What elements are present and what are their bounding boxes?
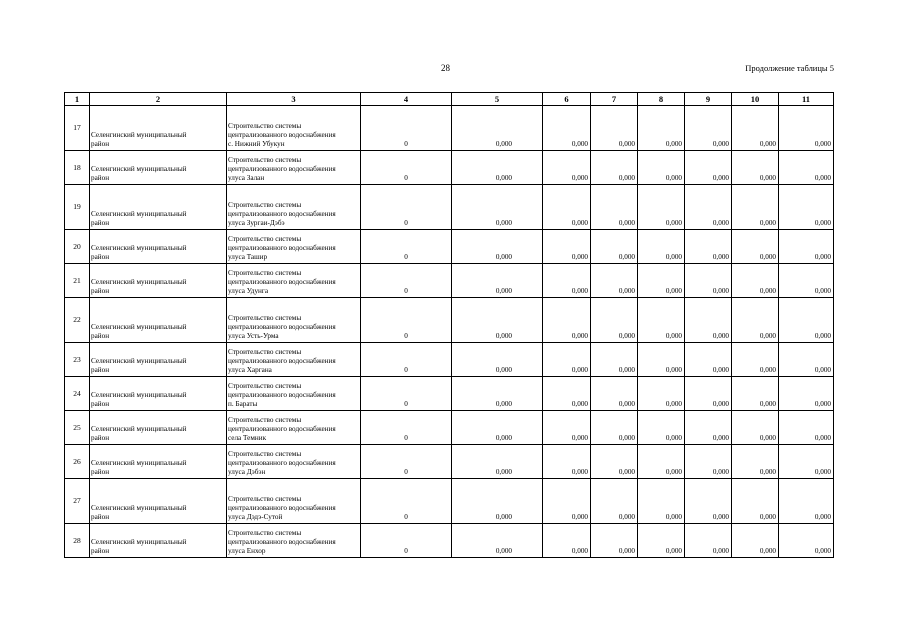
district-line: Селенгинский муниципальный [91, 538, 187, 546]
value-cell-col-11: 0,000 [779, 479, 834, 524]
description-line: централизованного водоснабжения [228, 131, 336, 139]
value-cell-col-10: 0,000 [732, 230, 779, 264]
district-line: район [91, 140, 110, 148]
description-cell [227, 479, 361, 524]
description-line: централизованного водоснабжения [228, 244, 336, 252]
description-line: улуса Удунга [228, 287, 269, 295]
column-header-4: 4 [361, 93, 452, 106]
district-cell [90, 524, 227, 558]
value-cell-col-8: 0,000 [638, 264, 685, 298]
column-header-6: 6 [543, 93, 591, 106]
value-cell-col-4: 0 [361, 230, 452, 264]
district-line: район [91, 174, 110, 182]
value-cell-col-5: 0,000 [452, 264, 543, 298]
description-cell [227, 411, 361, 445]
district-line: район [91, 513, 110, 521]
column-header-3: 3 [227, 93, 361, 106]
description-line: централизованного водоснабжения [228, 165, 336, 173]
value-cell-col-11: 0,000 [779, 230, 834, 264]
description-line: Строительство системы [228, 201, 302, 209]
district-line: Селенгинский муниципальный [91, 323, 187, 331]
value-cell-col-6: 0,000 [543, 230, 591, 264]
value-cell-col-5: 0,000 [452, 151, 543, 185]
column-header-2: 2 [90, 93, 227, 106]
description-line: централизованного водоснабжения [228, 504, 336, 512]
district-line: район [91, 219, 110, 227]
description-cell [227, 377, 361, 411]
column-header-5: 5 [452, 93, 543, 106]
value-cell-col-8: 0,000 [638, 151, 685, 185]
value-cell-col-9: 0,000 [685, 298, 732, 343]
district-line: район [91, 547, 110, 555]
value-cell-col-9: 0,000 [685, 264, 732, 298]
column-header-8: 8 [638, 93, 685, 106]
description-cell [227, 106, 361, 151]
description-line: Строительство системы [228, 122, 302, 130]
description-line: Строительство системы [228, 416, 302, 424]
value-cell-col-9: 0,000 [685, 411, 732, 445]
column-header-9: 9 [685, 93, 732, 106]
district-cell [90, 298, 227, 343]
district-line: Селенгинский муниципальный [91, 131, 187, 139]
table-row [65, 343, 834, 377]
description-line: улуса Усть-Урма [228, 332, 279, 340]
value-cell-col-9: 0,000 [685, 479, 732, 524]
value-cell-col-10: 0,000 [732, 524, 779, 558]
value-cell-col-4: 0 [361, 185, 452, 230]
district-cell [90, 151, 227, 185]
value-cell-col-10: 0,000 [732, 106, 779, 151]
district-cell [90, 445, 227, 479]
value-cell-col-4: 0 [361, 377, 452, 411]
district-cell [90, 411, 227, 445]
district-line: Селенгинский муниципальный [91, 244, 187, 252]
table-row [65, 377, 834, 411]
district-line: район [91, 253, 110, 261]
value-cell-col-11: 0,000 [779, 151, 834, 185]
district-line: Селенгинский муниципальный [91, 210, 187, 218]
value-cell-col-5: 0,000 [452, 377, 543, 411]
district-line: район [91, 468, 110, 476]
table-row [65, 524, 834, 558]
table-row [65, 106, 834, 151]
continuation-label: Продолжение таблицы 5 [745, 63, 834, 73]
district-cell [90, 230, 227, 264]
district-cell [90, 479, 227, 524]
value-cell-col-5: 0,000 [452, 479, 543, 524]
value-cell-col-11: 0,000 [779, 298, 834, 343]
value-cell-col-7: 0,000 [591, 106, 638, 151]
header-row [65, 93, 834, 106]
value-cell-col-8: 0,000 [638, 230, 685, 264]
value-cell-col-7: 0,000 [591, 230, 638, 264]
description-line: централизованного водоснабжения [228, 357, 336, 365]
value-cell-col-4: 0 [361, 343, 452, 377]
value-cell-col-7: 0,000 [591, 264, 638, 298]
value-cell-col-6: 0,000 [543, 185, 591, 230]
table-row [65, 230, 834, 264]
value-cell-col-5: 0,000 [452, 106, 543, 151]
description-line: Строительство системы [228, 269, 302, 277]
value-cell-col-6: 0,000 [543, 479, 591, 524]
value-cell-col-8: 0,000 [638, 479, 685, 524]
value-cell-col-5: 0,000 [452, 445, 543, 479]
value-cell-col-6: 0,000 [543, 445, 591, 479]
value-cell-col-10: 0,000 [732, 185, 779, 230]
value-cell-col-9: 0,000 [685, 343, 732, 377]
description-line: Строительство системы [228, 529, 302, 537]
value-cell-col-11: 0,000 [779, 445, 834, 479]
value-cell-col-7: 0,000 [591, 151, 638, 185]
row-number: 26 [65, 445, 90, 479]
district-line: район [91, 332, 110, 340]
value-cell-col-10: 0,000 [732, 343, 779, 377]
value-cell-col-7: 0,000 [591, 343, 638, 377]
description-cell [227, 524, 361, 558]
data-table [64, 92, 834, 558]
value-cell-col-4: 0 [361, 411, 452, 445]
district-line: Селенгинский муниципальный [91, 391, 187, 399]
description-line: Строительство системы [228, 348, 302, 356]
value-cell-col-11: 0,000 [779, 411, 834, 445]
value-cell-col-6: 0,000 [543, 264, 591, 298]
value-cell-col-6: 0,000 [543, 151, 591, 185]
value-cell-col-8: 0,000 [638, 185, 685, 230]
value-cell-col-10: 0,000 [732, 151, 779, 185]
value-cell-col-10: 0,000 [732, 298, 779, 343]
value-cell-col-6: 0,000 [543, 411, 591, 445]
description-line: улуса Ташир [228, 253, 268, 261]
description-line: централизованного водоснабжения [228, 391, 336, 399]
district-line: район [91, 287, 110, 295]
value-cell-col-11: 0,000 [779, 185, 834, 230]
row-number: 27 [65, 479, 90, 524]
row-number: 23 [65, 343, 90, 377]
value-cell-col-7: 0,000 [591, 411, 638, 445]
row-number: 19 [65, 185, 90, 230]
description-line: улуса Дэбэн [228, 468, 266, 476]
table-row [65, 479, 834, 524]
description-line: централизованного водоснабжения [228, 323, 336, 331]
table-body [65, 106, 834, 558]
value-cell-col-8: 0,000 [638, 377, 685, 411]
row-number: 25 [65, 411, 90, 445]
value-cell-col-5: 0,000 [452, 298, 543, 343]
value-cell-col-5: 0,000 [452, 230, 543, 264]
description-line: централизованного водоснабжения [228, 425, 336, 433]
description-cell [227, 151, 361, 185]
value-cell-col-10: 0,000 [732, 445, 779, 479]
value-cell-col-8: 0,000 [638, 445, 685, 479]
value-cell-col-6: 0,000 [543, 106, 591, 151]
value-cell-col-8: 0,000 [638, 106, 685, 151]
description-cell [227, 185, 361, 230]
row-number: 17 [65, 106, 90, 151]
district-cell [90, 185, 227, 230]
description-cell [227, 445, 361, 479]
value-cell-col-7: 0,000 [591, 445, 638, 479]
table-row [65, 445, 834, 479]
value-cell-col-5: 0,000 [452, 524, 543, 558]
value-cell-col-4: 0 [361, 106, 452, 151]
description-line: централизованного водоснабжения [228, 459, 336, 467]
description-line: централизованного водоснабжения [228, 278, 336, 286]
value-cell-col-11: 0,000 [779, 343, 834, 377]
value-cell-col-8: 0,000 [638, 298, 685, 343]
description-line: п. Бараты [228, 400, 258, 408]
row-number: 20 [65, 230, 90, 264]
value-cell-col-4: 0 [361, 264, 452, 298]
description-line: Строительство системы [228, 235, 302, 243]
description-cell [227, 264, 361, 298]
value-cell-col-11: 0,000 [779, 524, 834, 558]
value-cell-col-10: 0,000 [732, 479, 779, 524]
value-cell-col-10: 0,000 [732, 377, 779, 411]
value-cell-col-9: 0,000 [685, 230, 732, 264]
value-cell-col-7: 0,000 [591, 298, 638, 343]
value-cell-col-7: 0,000 [591, 479, 638, 524]
description-line: улуса Харгана [228, 366, 272, 374]
description-line: улуса Залан [228, 174, 265, 182]
value-cell-col-9: 0,000 [685, 524, 732, 558]
description-cell [227, 343, 361, 377]
value-cell-col-8: 0,000 [638, 524, 685, 558]
column-header-10: 10 [732, 93, 779, 106]
value-cell-col-9: 0,000 [685, 445, 732, 479]
column-header-1: 1 [65, 93, 90, 106]
table-row [65, 185, 834, 230]
row-number: 22 [65, 298, 90, 343]
district-line: район [91, 366, 110, 374]
description-cell [227, 298, 361, 343]
district-line: Селенгинский муниципальный [91, 357, 187, 365]
table-row [65, 411, 834, 445]
district-line: Селенгинский муниципальный [91, 278, 187, 286]
value-cell-col-10: 0,000 [732, 264, 779, 298]
column-header-11: 11 [779, 93, 834, 106]
value-cell-col-6: 0,000 [543, 298, 591, 343]
district-cell [90, 343, 227, 377]
district-line: Селенгинский муниципальный [91, 459, 187, 467]
description-line: централизованного водоснабжения [228, 210, 336, 218]
value-cell-col-6: 0,000 [543, 377, 591, 411]
value-cell-col-6: 0,000 [543, 343, 591, 377]
value-cell-col-6: 0,000 [543, 524, 591, 558]
value-cell-col-8: 0,000 [638, 411, 685, 445]
page-number: 28 [441, 63, 450, 73]
description-line: улуса Енхор [228, 547, 266, 555]
description-line: села Темник [228, 434, 267, 442]
row-number: 28 [65, 524, 90, 558]
district-line: Селенгинский муниципальный [91, 425, 187, 433]
description-cell [227, 230, 361, 264]
value-cell-col-11: 0,000 [779, 264, 834, 298]
description-line: Строительство системы [228, 382, 302, 390]
value-cell-col-4: 0 [361, 151, 452, 185]
district-line: Селенгинский муниципальный [91, 504, 187, 512]
description-line: централизованного водоснабжения [228, 538, 336, 546]
column-header-7: 7 [591, 93, 638, 106]
district-line: Селенгинский муниципальный [91, 165, 187, 173]
value-cell-col-9: 0,000 [685, 377, 732, 411]
description-line: Строительство системы [228, 450, 302, 458]
value-cell-col-5: 0,000 [452, 185, 543, 230]
value-cell-col-9: 0,000 [685, 106, 732, 151]
district-line: район [91, 400, 110, 408]
value-cell-col-11: 0,000 [779, 106, 834, 151]
value-cell-col-8: 0,000 [638, 343, 685, 377]
value-cell-col-11: 0,000 [779, 377, 834, 411]
description-line: Строительство системы [228, 156, 302, 164]
value-cell-col-4: 0 [361, 479, 452, 524]
description-line: Строительство системы [228, 495, 302, 503]
value-cell-col-9: 0,000 [685, 185, 732, 230]
table-row [65, 264, 834, 298]
district-cell [90, 377, 227, 411]
value-cell-col-9: 0,000 [685, 151, 732, 185]
description-line: с. Нижний Убукун [228, 140, 285, 148]
value-cell-col-7: 0,000 [591, 185, 638, 230]
value-cell-col-5: 0,000 [452, 411, 543, 445]
district-cell [90, 106, 227, 151]
value-cell-col-7: 0,000 [591, 377, 638, 411]
row-number: 24 [65, 377, 90, 411]
value-cell-col-4: 0 [361, 445, 452, 479]
value-cell-col-4: 0 [361, 298, 452, 343]
value-cell-col-4: 0 [361, 524, 452, 558]
district-line: район [91, 434, 110, 442]
description-line: улуса Дэдэ-Сутой [228, 513, 283, 521]
table-row [65, 298, 834, 343]
value-cell-col-7: 0,000 [591, 524, 638, 558]
description-line: Строительство системы [228, 314, 302, 322]
row-number: 21 [65, 264, 90, 298]
value-cell-col-5: 0,000 [452, 343, 543, 377]
description-line: улуса Зургаи-Дэбэ [228, 219, 285, 227]
row-number: 18 [65, 151, 90, 185]
value-cell-col-10: 0,000 [732, 411, 779, 445]
district-cell [90, 264, 227, 298]
table-row [65, 151, 834, 185]
